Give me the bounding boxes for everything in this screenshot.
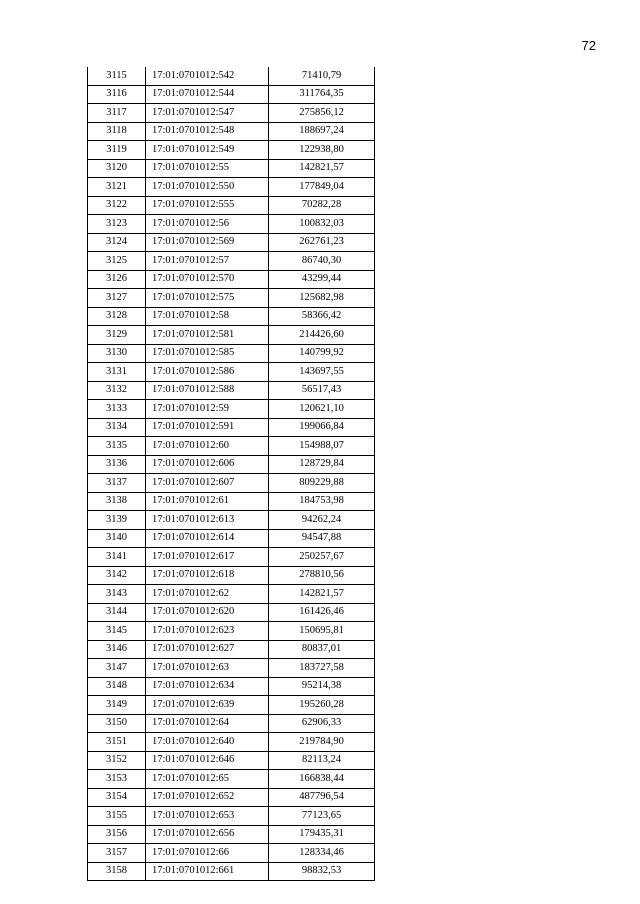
- table-row: [88, 844, 375, 863]
- table-row: [88, 196, 375, 215]
- cadastral-number-cell: 17:01:0701012:607: [146, 474, 269, 493]
- cadastral-number-cell: 17:01:0701012:581: [146, 326, 269, 345]
- table-row: [88, 807, 375, 826]
- page-number: 72: [581, 38, 596, 53]
- value-cell: 487796,54: [269, 788, 375, 807]
- cadastral-number-cell: 17:01:0701012:64: [146, 714, 269, 733]
- cadastral-number-cell: 17:01:0701012:627: [146, 640, 269, 659]
- value-cell: 166838,44: [269, 770, 375, 789]
- cadastral-table-container: [87, 67, 375, 881]
- row-number-cell: 3155: [88, 807, 146, 826]
- row-number-cell: 3156: [88, 825, 146, 844]
- cadastral-number-cell: 17:01:0701012:57: [146, 252, 269, 271]
- row-number-cell: 3152: [88, 751, 146, 770]
- cadastral-number-cell: 17:01:0701012:653: [146, 807, 269, 826]
- row-number-cell: 3137: [88, 474, 146, 493]
- cadastral-number-cell: 17:01:0701012:569: [146, 233, 269, 252]
- cadastral-number-cell: 17:01:0701012:550: [146, 178, 269, 197]
- table-row: [88, 437, 375, 456]
- value-cell: 62906,33: [269, 714, 375, 733]
- value-cell: 179435,31: [269, 825, 375, 844]
- cadastral-table: [87, 67, 375, 881]
- cadastral-number-cell: 17:01:0701012:542: [146, 67, 269, 85]
- table-body: [88, 67, 375, 881]
- row-number-cell: 3153: [88, 770, 146, 789]
- cadastral-number-cell: 17:01:0701012:614: [146, 529, 269, 548]
- table-row: [88, 363, 375, 382]
- table-row: [88, 233, 375, 252]
- row-number-cell: 3129: [88, 326, 146, 345]
- cadastral-number-cell: 17:01:0701012:55: [146, 159, 269, 178]
- row-number-cell: 3144: [88, 603, 146, 622]
- cadastral-number-cell: 17:01:0701012:639: [146, 696, 269, 715]
- cadastral-number-cell: 17:01:0701012:646: [146, 751, 269, 770]
- value-cell: 184753,98: [269, 492, 375, 511]
- value-cell: 80837,01: [269, 640, 375, 659]
- table-row: [88, 474, 375, 493]
- row-number-cell: 3127: [88, 289, 146, 308]
- value-cell: 94262,24: [269, 511, 375, 530]
- cadastral-number-cell: 17:01:0701012:588: [146, 381, 269, 400]
- row-number-cell: 3143: [88, 585, 146, 604]
- value-cell: 58366,42: [269, 307, 375, 326]
- cadastral-number-cell: 17:01:0701012:544: [146, 85, 269, 104]
- row-number-cell: 3134: [88, 418, 146, 437]
- value-cell: 95214,38: [269, 677, 375, 696]
- table-row: [88, 548, 375, 567]
- cadastral-number-cell: 17:01:0701012:60: [146, 437, 269, 456]
- value-cell: 183727,58: [269, 659, 375, 678]
- row-number-cell: 3128: [88, 307, 146, 326]
- row-number-cell: 3117: [88, 104, 146, 123]
- value-cell: 98832,53: [269, 862, 375, 881]
- table-row: [88, 85, 375, 104]
- table-row: [88, 252, 375, 271]
- table-row: [88, 566, 375, 585]
- cadastral-number-cell: 17:01:0701012:59: [146, 400, 269, 419]
- row-number-cell: 3116: [88, 85, 146, 104]
- table-row: [88, 788, 375, 807]
- cadastral-number-cell: 17:01:0701012:575: [146, 289, 269, 308]
- row-number-cell: 3157: [88, 844, 146, 863]
- table-row: [88, 326, 375, 345]
- row-number-cell: 3141: [88, 548, 146, 567]
- cadastral-number-cell: 17:01:0701012:652: [146, 788, 269, 807]
- value-cell: 188697,24: [269, 122, 375, 141]
- table-row: [88, 622, 375, 641]
- row-number-cell: 3132: [88, 381, 146, 400]
- value-cell: 128729,84: [269, 455, 375, 474]
- row-number-cell: 3121: [88, 178, 146, 197]
- cadastral-number-cell: 17:01:0701012:656: [146, 825, 269, 844]
- table-row: [88, 178, 375, 197]
- row-number-cell: 3150: [88, 714, 146, 733]
- row-number-cell: 3142: [88, 566, 146, 585]
- value-cell: 94547,88: [269, 529, 375, 548]
- cadastral-number-cell: 17:01:0701012:585: [146, 344, 269, 363]
- table-row: [88, 825, 375, 844]
- row-number-cell: 3154: [88, 788, 146, 807]
- cadastral-number-cell: 17:01:0701012:61: [146, 492, 269, 511]
- table-row: [88, 67, 375, 85]
- table-row: [88, 640, 375, 659]
- cadastral-number-cell: 17:01:0701012:58: [146, 307, 269, 326]
- row-number-cell: 3115: [88, 67, 146, 85]
- row-number-cell: 3139: [88, 511, 146, 530]
- table-row: [88, 529, 375, 548]
- table-row: [88, 751, 375, 770]
- cadastral-number-cell: 17:01:0701012:549: [146, 141, 269, 160]
- value-cell: 77123,65: [269, 807, 375, 826]
- row-number-cell: 3140: [88, 529, 146, 548]
- cadastral-number-cell: 17:01:0701012:634: [146, 677, 269, 696]
- row-number-cell: 3145: [88, 622, 146, 641]
- cadastral-number-cell: 17:01:0701012:620: [146, 603, 269, 622]
- value-cell: 311764,35: [269, 85, 375, 104]
- value-cell: 43299,44: [269, 270, 375, 289]
- cadastral-number-cell: 17:01:0701012:617: [146, 548, 269, 567]
- row-number-cell: 3124: [88, 233, 146, 252]
- cadastral-number-cell: 17:01:0701012:66: [146, 844, 269, 863]
- value-cell: 125682,98: [269, 289, 375, 308]
- cadastral-number-cell: 17:01:0701012:62: [146, 585, 269, 604]
- table-row: [88, 714, 375, 733]
- cadastral-number-cell: 17:01:0701012:586: [146, 363, 269, 382]
- value-cell: 195260,28: [269, 696, 375, 715]
- table-row: [88, 659, 375, 678]
- row-number-cell: 3147: [88, 659, 146, 678]
- table-row: [88, 418, 375, 437]
- value-cell: 86740,30: [269, 252, 375, 271]
- value-cell: 161426,46: [269, 603, 375, 622]
- table-row: [88, 455, 375, 474]
- cadastral-number-cell: 17:01:0701012:570: [146, 270, 269, 289]
- row-number-cell: 3149: [88, 696, 146, 715]
- cadastral-number-cell: 17:01:0701012:613: [146, 511, 269, 530]
- cadastral-number-cell: 17:01:0701012:547: [146, 104, 269, 123]
- table-row: [88, 770, 375, 789]
- row-number-cell: 3151: [88, 733, 146, 752]
- table-row: [88, 400, 375, 419]
- row-number-cell: 3131: [88, 363, 146, 382]
- row-number-cell: 3122: [88, 196, 146, 215]
- cadastral-number-cell: 17:01:0701012:640: [146, 733, 269, 752]
- row-number-cell: 3126: [88, 270, 146, 289]
- row-number-cell: 3146: [88, 640, 146, 659]
- row-number-cell: 3119: [88, 141, 146, 160]
- table-row: [88, 104, 375, 123]
- table-row: [88, 862, 375, 881]
- row-number-cell: 3118: [88, 122, 146, 141]
- table-row: [88, 492, 375, 511]
- value-cell: 70282,28: [269, 196, 375, 215]
- table-row: [88, 381, 375, 400]
- row-number-cell: 3133: [88, 400, 146, 419]
- table-row: [88, 141, 375, 160]
- row-number-cell: 3130: [88, 344, 146, 363]
- cadastral-number-cell: 17:01:0701012:623: [146, 622, 269, 641]
- value-cell: 262761,23: [269, 233, 375, 252]
- value-cell: 128334,46: [269, 844, 375, 863]
- row-number-cell: 3125: [88, 252, 146, 271]
- row-number-cell: 3136: [88, 455, 146, 474]
- cadastral-number-cell: 17:01:0701012:606: [146, 455, 269, 474]
- table-row: [88, 215, 375, 234]
- table-row: [88, 511, 375, 530]
- row-number-cell: 3120: [88, 159, 146, 178]
- table-row: [88, 307, 375, 326]
- value-cell: 278810,56: [269, 566, 375, 585]
- table-row: [88, 733, 375, 752]
- table-row: [88, 585, 375, 604]
- value-cell: 143697,55: [269, 363, 375, 382]
- table-row: [88, 289, 375, 308]
- row-number-cell: 3148: [88, 677, 146, 696]
- value-cell: 275856,12: [269, 104, 375, 123]
- cadastral-number-cell: 17:01:0701012:65: [146, 770, 269, 789]
- value-cell: 122938,80: [269, 141, 375, 160]
- table-row: [88, 122, 375, 141]
- value-cell: 154988,07: [269, 437, 375, 456]
- value-cell: 71410,79: [269, 67, 375, 85]
- value-cell: 150695,81: [269, 622, 375, 641]
- value-cell: 177849,04: [269, 178, 375, 197]
- table-row: [88, 677, 375, 696]
- table-row: [88, 344, 375, 363]
- value-cell: 809229,88: [269, 474, 375, 493]
- value-cell: 219784,90: [269, 733, 375, 752]
- cadastral-number-cell: 17:01:0701012:591: [146, 418, 269, 437]
- table-row: [88, 603, 375, 622]
- value-cell: 100832,03: [269, 215, 375, 234]
- value-cell: 82113,24: [269, 751, 375, 770]
- row-number-cell: 3158: [88, 862, 146, 881]
- value-cell: 250257,67: [269, 548, 375, 567]
- value-cell: 120621,10: [269, 400, 375, 419]
- cadastral-number-cell: 17:01:0701012:63: [146, 659, 269, 678]
- value-cell: 142821,57: [269, 159, 375, 178]
- value-cell: 199066,84: [269, 418, 375, 437]
- value-cell: 56517,43: [269, 381, 375, 400]
- value-cell: 140799,92: [269, 344, 375, 363]
- cadastral-number-cell: 17:01:0701012:56: [146, 215, 269, 234]
- cadastral-number-cell: 17:01:0701012:618: [146, 566, 269, 585]
- table-row: [88, 159, 375, 178]
- table-row: [88, 696, 375, 715]
- cadastral-number-cell: 17:01:0701012:548: [146, 122, 269, 141]
- row-number-cell: 3138: [88, 492, 146, 511]
- row-number-cell: 3135: [88, 437, 146, 456]
- value-cell: 214426,60: [269, 326, 375, 345]
- table-row: [88, 270, 375, 289]
- row-number-cell: 3123: [88, 215, 146, 234]
- value-cell: 142821,57: [269, 585, 375, 604]
- cadastral-number-cell: 17:01:0701012:661: [146, 862, 269, 881]
- cadastral-number-cell: 17:01:0701012:555: [146, 196, 269, 215]
